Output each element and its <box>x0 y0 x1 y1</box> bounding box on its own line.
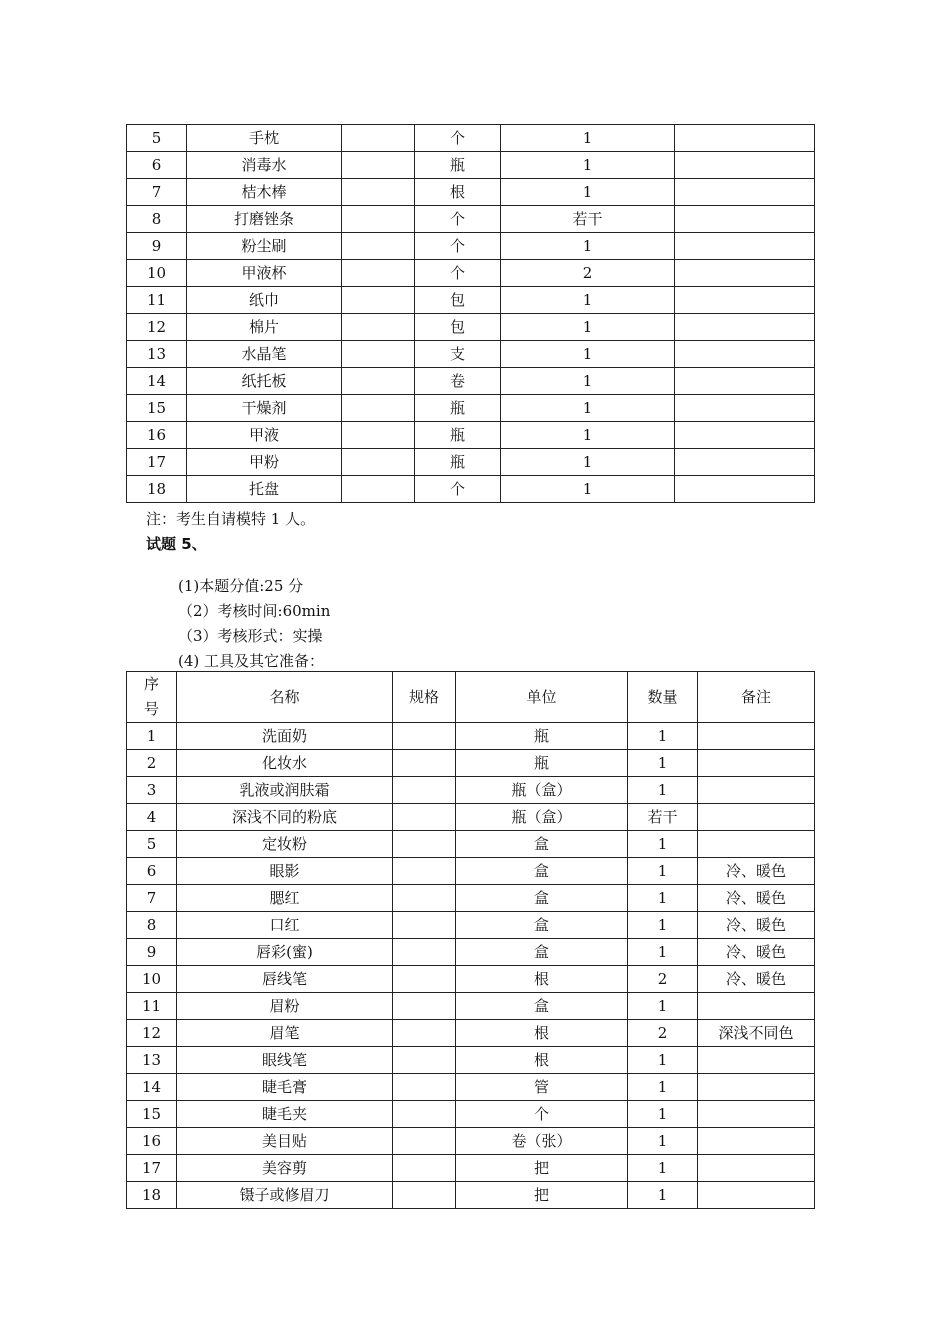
table-header-row <box>127 672 815 723</box>
table-row <box>127 1074 815 1101</box>
cell-unit: 瓶 <box>415 152 501 179</box>
table-row <box>127 422 815 449</box>
cell-note <box>698 804 815 831</box>
cell-spec <box>393 831 456 858</box>
cell-name: 眉笔 <box>177 1020 393 1047</box>
cell-no: 1 <box>127 723 177 750</box>
table-row <box>127 858 815 885</box>
cell-spec <box>393 1155 456 1182</box>
cell-note <box>675 152 815 179</box>
cell-spec <box>342 476 415 503</box>
cell-qty: 1 <box>628 723 698 750</box>
table-row <box>127 1101 815 1128</box>
cell-name: 唇彩(蜜) <box>177 939 393 966</box>
cell-spec <box>393 1128 456 1155</box>
table-row <box>127 804 815 831</box>
cell-qty: 2 <box>628 1020 698 1047</box>
cell-spec <box>393 723 456 750</box>
cell-name: 纸巾 <box>187 287 342 314</box>
cell-spec <box>393 1020 456 1047</box>
cell-no: 9 <box>127 939 177 966</box>
cell-note <box>698 723 815 750</box>
cell-no: 7 <box>127 885 177 912</box>
table-row <box>127 831 815 858</box>
cell-spec <box>393 912 456 939</box>
cell-no: 18 <box>127 1182 177 1209</box>
cell-note: 冷、暖色 <box>698 885 815 912</box>
cell-note <box>675 233 815 260</box>
cell-spec <box>342 260 415 287</box>
cell-note <box>675 206 815 233</box>
table-row <box>127 260 815 287</box>
cell-name: 化妆水 <box>177 750 393 777</box>
cell-no: 11 <box>127 993 177 1020</box>
table-row <box>127 233 815 260</box>
header-qty: 数量 <box>628 672 698 723</box>
cell-no: 18 <box>127 476 187 503</box>
cell-name: 美目贴 <box>177 1128 393 1155</box>
cell-spec <box>342 206 415 233</box>
cell-qty: 1 <box>501 422 675 449</box>
cell-name: 桔木棒 <box>187 179 342 206</box>
cell-no: 5 <box>127 831 177 858</box>
table-row <box>127 1128 815 1155</box>
cell-name: 纸托板 <box>187 368 342 395</box>
cell-unit: 盒 <box>456 993 628 1020</box>
info-time: （2）考核时间:60min <box>178 602 331 620</box>
cell-unit: 瓶 <box>415 449 501 476</box>
table-row <box>127 912 815 939</box>
cell-name: 深浅不同的粉底 <box>177 804 393 831</box>
cell-unit: 瓶 <box>456 723 628 750</box>
cell-no: 4 <box>127 804 177 831</box>
tools-table-continued <box>126 124 815 503</box>
cell-name: 消毒水 <box>187 152 342 179</box>
cell-qty: 1 <box>628 777 698 804</box>
cell-unit: 瓶（盒） <box>456 804 628 831</box>
cell-no: 13 <box>127 341 187 368</box>
cell-qty: 1 <box>628 1155 698 1182</box>
cell-unit: 盒 <box>456 939 628 966</box>
cell-unit: 包 <box>415 287 501 314</box>
table-row <box>127 777 815 804</box>
cell-no: 12 <box>127 314 187 341</box>
cell-qty: 1 <box>501 314 675 341</box>
header-unit: 单位 <box>456 672 628 723</box>
table-row <box>127 206 815 233</box>
cell-note <box>698 831 815 858</box>
cell-spec <box>342 287 415 314</box>
cell-unit: 瓶 <box>415 422 501 449</box>
header-note: 备注 <box>698 672 815 723</box>
cell-unit: 瓶 <box>415 395 501 422</box>
cell-qty: 1 <box>628 858 698 885</box>
cell-qty: 1 <box>501 449 675 476</box>
cell-qty: 1 <box>628 993 698 1020</box>
cell-note <box>675 422 815 449</box>
cell-unit: 卷（张） <box>456 1128 628 1155</box>
table-row <box>127 152 815 179</box>
cell-name: 洗面奶 <box>177 723 393 750</box>
cell-name: 定妆粉 <box>177 831 393 858</box>
cell-spec <box>393 777 456 804</box>
cell-spec <box>342 152 415 179</box>
cell-qty: 1 <box>501 287 675 314</box>
cell-no: 5 <box>127 125 187 152</box>
tools-table-section5 <box>126 671 815 1209</box>
section-title: 试题 5、 <box>146 535 207 553</box>
table-row <box>127 395 815 422</box>
table-row <box>127 939 815 966</box>
table-row <box>127 1155 815 1182</box>
cell-note <box>698 777 815 804</box>
cell-name: 甲粉 <box>187 449 342 476</box>
cell-unit: 个 <box>415 125 501 152</box>
cell-name: 甲液 <box>187 422 342 449</box>
info-score: (1)本题分值:25 分 <box>178 577 304 595</box>
cell-name: 甲液杯 <box>187 260 342 287</box>
cell-unit: 包 <box>415 314 501 341</box>
cell-unit: 根 <box>415 179 501 206</box>
table-row <box>127 476 815 503</box>
cell-spec <box>393 939 456 966</box>
cell-qty: 1 <box>628 1101 698 1128</box>
cell-name: 粉尘刷 <box>187 233 342 260</box>
cell-name: 镊子或修眉刀 <box>177 1182 393 1209</box>
cell-qty: 1 <box>628 831 698 858</box>
cell-spec <box>393 858 456 885</box>
cell-name: 干燥剂 <box>187 395 342 422</box>
table-row <box>127 449 815 476</box>
cell-no: 16 <box>127 422 187 449</box>
cell-note <box>698 750 815 777</box>
cell-qty: 1 <box>501 179 675 206</box>
table-row <box>127 993 815 1020</box>
table-row <box>127 1182 815 1209</box>
cell-no: 3 <box>127 777 177 804</box>
cell-unit: 管 <box>456 1074 628 1101</box>
cell-unit: 盒 <box>456 912 628 939</box>
cell-unit: 盒 <box>456 858 628 885</box>
cell-name: 眼影 <box>177 858 393 885</box>
cell-spec <box>393 993 456 1020</box>
cell-qty: 1 <box>628 1128 698 1155</box>
cell-note <box>698 1047 815 1074</box>
cell-spec <box>342 368 415 395</box>
table-row <box>127 341 815 368</box>
cell-no: 11 <box>127 287 187 314</box>
cell-spec <box>342 314 415 341</box>
header-no-line2: 号 <box>143 700 159 718</box>
cell-spec <box>342 179 415 206</box>
cell-spec <box>393 1074 456 1101</box>
cell-qty: 1 <box>628 912 698 939</box>
table-row <box>127 314 815 341</box>
cell-name: 水晶笔 <box>187 341 342 368</box>
cell-unit: 瓶（盒） <box>456 777 628 804</box>
cell-qty: 1 <box>501 125 675 152</box>
info-form: （3）考核形式：实操 <box>178 627 323 645</box>
cell-no: 6 <box>127 152 187 179</box>
cell-note <box>698 993 815 1020</box>
header-spec: 规格 <box>393 672 456 723</box>
cell-note: 冷、暖色 <box>698 966 815 993</box>
cell-note <box>698 1128 815 1155</box>
cell-unit: 个 <box>415 260 501 287</box>
cell-spec <box>393 1047 456 1074</box>
cell-note: 冷、暖色 <box>698 939 815 966</box>
cell-unit: 盒 <box>456 831 628 858</box>
cell-qty: 1 <box>628 939 698 966</box>
cell-name: 腮红 <box>177 885 393 912</box>
table-row <box>127 287 815 314</box>
cell-unit: 个 <box>456 1101 628 1128</box>
cell-note <box>675 449 815 476</box>
cell-no: 14 <box>127 368 187 395</box>
cell-note <box>675 179 815 206</box>
cell-unit: 根 <box>456 1020 628 1047</box>
cell-note <box>675 395 815 422</box>
cell-unit: 卷 <box>415 368 501 395</box>
cell-unit: 把 <box>456 1155 628 1182</box>
cell-note <box>675 368 815 395</box>
cell-no: 7 <box>127 179 187 206</box>
cell-name: 托盘 <box>187 476 342 503</box>
cell-name: 棉片 <box>187 314 342 341</box>
cell-unit: 个 <box>415 206 501 233</box>
cell-spec <box>342 395 415 422</box>
cell-note <box>675 260 815 287</box>
cell-spec <box>342 341 415 368</box>
cell-spec <box>393 750 456 777</box>
cell-qty: 1 <box>501 152 675 179</box>
table-row <box>127 368 815 395</box>
cell-note <box>698 1182 815 1209</box>
cell-no: 10 <box>127 966 177 993</box>
cell-note <box>698 1155 815 1182</box>
cell-name: 唇线笔 <box>177 966 393 993</box>
cell-no: 9 <box>127 233 187 260</box>
cell-spec <box>393 966 456 993</box>
cell-no: 15 <box>127 1101 177 1128</box>
cell-no: 14 <box>127 1074 177 1101</box>
table-row <box>127 1020 815 1047</box>
cell-no: 8 <box>127 912 177 939</box>
cell-unit: 根 <box>456 1047 628 1074</box>
cell-unit: 支 <box>415 341 501 368</box>
cell-qty: 1 <box>628 885 698 912</box>
cell-no: 15 <box>127 395 187 422</box>
header-no-line1: 序 <box>143 675 159 693</box>
cell-note <box>675 341 815 368</box>
cell-note: 冷、暖色 <box>698 912 815 939</box>
cell-name: 睫毛夹 <box>177 1101 393 1128</box>
table-row <box>127 723 815 750</box>
header-no <box>127 672 177 723</box>
info-tools: (4) 工具及其它准备： <box>178 652 325 670</box>
cell-no: 13 <box>127 1047 177 1074</box>
cell-no: 12 <box>127 1020 177 1047</box>
cell-note: 冷、暖色 <box>698 858 815 885</box>
cell-unit: 个 <box>415 233 501 260</box>
table-row <box>127 885 815 912</box>
cell-no: 6 <box>127 858 177 885</box>
cell-spec <box>342 422 415 449</box>
cell-qty: 1 <box>501 368 675 395</box>
cell-qty: 若干 <box>501 206 675 233</box>
cell-note <box>675 314 815 341</box>
cell-qty: 1 <box>501 233 675 260</box>
cell-unit: 盒 <box>456 885 628 912</box>
cell-qty: 1 <box>628 1074 698 1101</box>
cell-no: 2 <box>127 750 177 777</box>
cell-no: 16 <box>127 1128 177 1155</box>
cell-no: 17 <box>127 1155 177 1182</box>
cell-unit: 把 <box>456 1182 628 1209</box>
cell-name: 打磨锉条 <box>187 206 342 233</box>
table-row <box>127 125 815 152</box>
cell-qty: 2 <box>501 260 675 287</box>
cell-qty: 2 <box>628 966 698 993</box>
cell-note: 深浅不同色 <box>698 1020 815 1047</box>
cell-note <box>698 1101 815 1128</box>
header-name: 名称 <box>177 672 393 723</box>
table-row <box>127 1047 815 1074</box>
cell-spec <box>342 233 415 260</box>
cell-name: 口红 <box>177 912 393 939</box>
cell-note <box>675 125 815 152</box>
cell-spec <box>393 1182 456 1209</box>
model-note: 注：考生自请模特 1 人。 <box>146 510 316 528</box>
cell-name: 睫毛膏 <box>177 1074 393 1101</box>
cell-qty: 1 <box>628 1047 698 1074</box>
cell-spec <box>393 1101 456 1128</box>
cell-note <box>675 287 815 314</box>
cell-note <box>675 476 815 503</box>
cell-unit: 根 <box>456 966 628 993</box>
cell-spec <box>342 125 415 152</box>
cell-spec <box>342 449 415 476</box>
table-row <box>127 179 815 206</box>
cell-no: 8 <box>127 206 187 233</box>
cell-qty: 1 <box>501 476 675 503</box>
cell-qty: 1 <box>628 1182 698 1209</box>
cell-name: 美容剪 <box>177 1155 393 1182</box>
cell-name: 眼线笔 <box>177 1047 393 1074</box>
cell-spec <box>393 804 456 831</box>
cell-qty: 若干 <box>628 804 698 831</box>
cell-note <box>698 1074 815 1101</box>
cell-name: 眉粉 <box>177 993 393 1020</box>
cell-no: 17 <box>127 449 187 476</box>
cell-spec <box>393 885 456 912</box>
table-row <box>127 750 815 777</box>
cell-unit: 个 <box>415 476 501 503</box>
cell-name: 手枕 <box>187 125 342 152</box>
table-row <box>127 966 815 993</box>
cell-qty: 1 <box>501 341 675 368</box>
cell-unit: 瓶 <box>456 750 628 777</box>
cell-qty: 1 <box>628 750 698 777</box>
cell-name: 乳液或润肤霜 <box>177 777 393 804</box>
cell-qty: 1 <box>501 395 675 422</box>
cell-no: 10 <box>127 260 187 287</box>
